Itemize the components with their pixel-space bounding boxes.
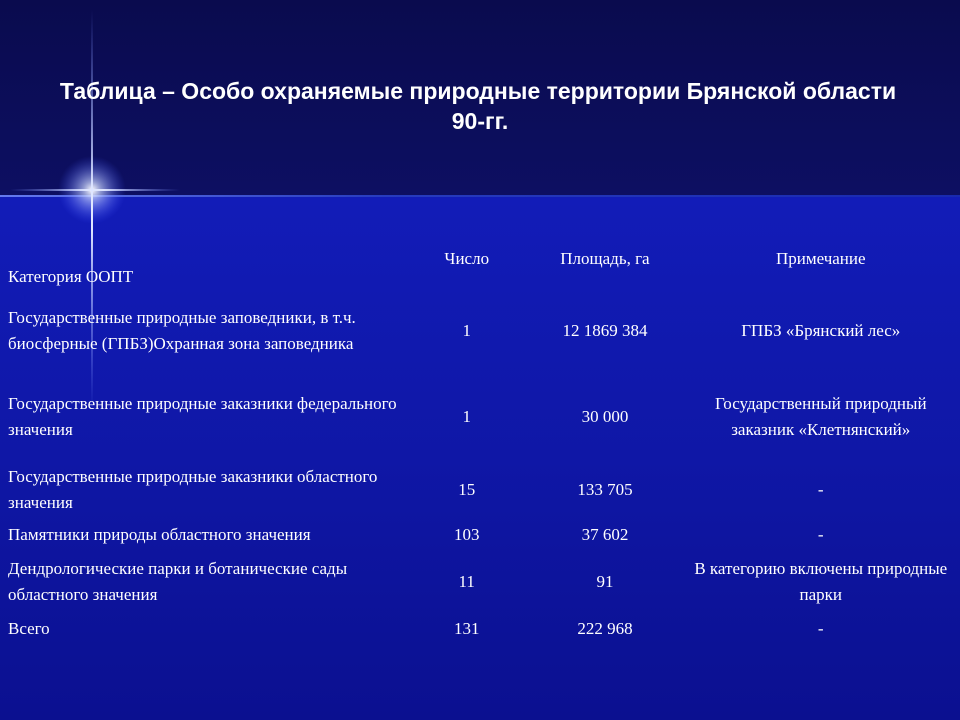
- cell-note: -: [817, 480, 824, 499]
- cell-category: Всего: [8, 619, 50, 638]
- title-line-1: Таблица – Особо охраняемые природные территории Брянской области: [59, 78, 897, 104]
- table-row: [0, 290, 960, 372]
- cell-note: ГПБЗ «Брянский лес»: [741, 321, 901, 340]
- header-note: Примечание: [775, 249, 866, 268]
- cell-area: 133 705: [577, 480, 633, 499]
- table-row: [0, 552, 960, 612]
- cell-count: 1: [462, 407, 471, 426]
- cell-category: Государственные природные заказники областного значения: [8, 467, 378, 512]
- cell-count: 131: [453, 619, 480, 638]
- protected-areas-table: [0, 240, 960, 646]
- slide-title: [0, 76, 960, 136]
- table-header-row: [0, 240, 960, 290]
- cell-count: 11: [458, 572, 475, 591]
- cell-note: Государственный природный заказник «Клетнянский»: [714, 394, 927, 439]
- cell-area: 30 000: [581, 407, 629, 426]
- cell-note: В категорию включены природные парки: [694, 559, 948, 604]
- header-area: Площадь, га: [560, 249, 650, 268]
- cell-category: Государственные природные заповедники, в т.ч. биосферные (ГПБЗ)Охранная зона заповедника: [8, 308, 356, 353]
- table-row: [0, 372, 960, 462]
- table-row-total: [0, 612, 960, 646]
- cell-note: -: [817, 619, 824, 638]
- cell-category: Памятники природы областного значения: [8, 525, 311, 544]
- table-row: [0, 518, 960, 552]
- cell-area: 37 602: [581, 525, 629, 544]
- title-line-2: 90-гг.: [451, 108, 509, 134]
- cell-area: 12 1869 384: [562, 321, 648, 340]
- cell-count: 103: [453, 525, 480, 544]
- cell-note: -: [817, 525, 824, 544]
- header-category: Категория ООПТ: [8, 267, 134, 286]
- cell-count: 1: [462, 321, 471, 340]
- header-count: Число: [444, 249, 490, 268]
- cell-category: Дендрологические парки и ботанические сады областного значения: [8, 559, 348, 604]
- cell-area: 222 968: [577, 619, 633, 638]
- cell-area: 91: [596, 572, 614, 591]
- cell-count: 15: [458, 480, 476, 499]
- cell-category: Государственные природные заказники федерального значения: [8, 394, 397, 439]
- table-row: [0, 462, 960, 518]
